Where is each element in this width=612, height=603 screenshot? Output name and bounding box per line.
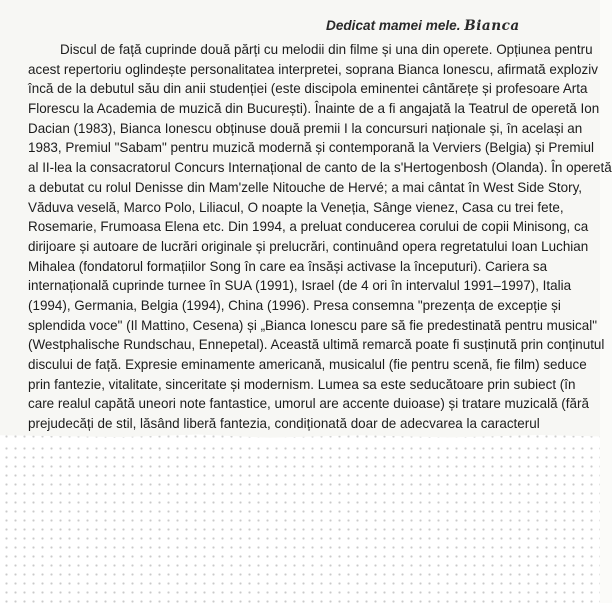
text-line: (1994), Germania, Belgia (1994), China (1996). Presa consemna "prezența de excepție și	[28, 297, 561, 313]
text-line: care realul capătă uneori note fantastice, umorul are accente duioase) și tratare muzicală (fără	[28, 396, 589, 412]
text-line: prejudecăți de stil, lăsând liberă fantezia, condiționată doar de adecvarea la caracterul	[28, 416, 540, 432]
text-line: al II-lea la consacratorul Concurs Internațional de canto de la s'Hertogenbosh (Olanda). În operetă	[28, 160, 612, 176]
dedication-text: Dedicat mamei mele.	[326, 18, 461, 33]
signature: Bianca	[464, 18, 520, 34]
text-line: a debutat cu rolul Denisse din Mam'zelle Nitouche de Hervé; a mai cântat în West Side Story,	[28, 179, 583, 195]
text-line: internațională cuprinde turnee în SUA (1991), Israel (de 4 ori în intervalul 1991–1997), Italia	[28, 278, 572, 294]
text-line: încă de la debutul său din anii studenției (este discipola eminentei cântărețe și profesoare Arta	[28, 81, 588, 97]
text-line: discului de față. Expresie eminamente americană, musicalul (fie pentru scenă, fie film) seduce	[28, 357, 587, 372]
dedication-line	[326, 18, 596, 34]
text-line: splendida voce" (Il Mattino, Cesena) și „Bianca Ionescu pare să fie predestinată pentru musical"	[28, 317, 597, 333]
text-line: dirijoare și autoare de lucrări originale și prelucrări, continuând opera regretatului Ioan Luchian	[28, 238, 589, 254]
text-line: Discul de față cuprinde două părți cu melodii din filme și una din operete. Opțiunea pentru	[60, 42, 593, 57]
empty-region	[0, 442, 600, 603]
text-line: 1983, Premiul "Sabam" pentru muzică modernă și contemporană la Verviers (Belgia) și Premiul	[28, 140, 594, 156]
text-line: Văduva veselă, Marco Polo, Liliacul, O noapte la Veneția, Sânge vienez, Casa cu trei fete,	[28, 199, 564, 215]
text-line: Mihalea (fondatorul formațiilor Song în care ea însăși activase la începuturi). Cariera sa	[28, 258, 548, 274]
text-line: Florescu la Academia de muzică din București). Înainte de a fi angajată la Teatrul de operetă Ion	[28, 101, 600, 117]
text-line: acest repertoriu oglindește personalitatea interpretei, soprana Bianca Ionescu, afirmată exploziv	[28, 61, 598, 77]
text-line: Dacian (1983), Bianca Ionescu obținuse două premii I la concursuri naționale și, în același an	[28, 120, 583, 136]
body-text	[28, 40, 612, 446]
text-line: prin fantezie, vitalitate, sinceritate și modernism. Lumea sa este seducătoare prin subiect (în	[28, 376, 576, 392]
text-line: (Westphalische Rundschau, Ennepetal). Această ultimă remarcă poate fi susținută prin conținutul	[28, 337, 605, 353]
text-line: Rosemarie, Frumoasa Elena etc. Din 1994, a preluat conducerea corului de copii Minisong, ca	[28, 219, 589, 235]
